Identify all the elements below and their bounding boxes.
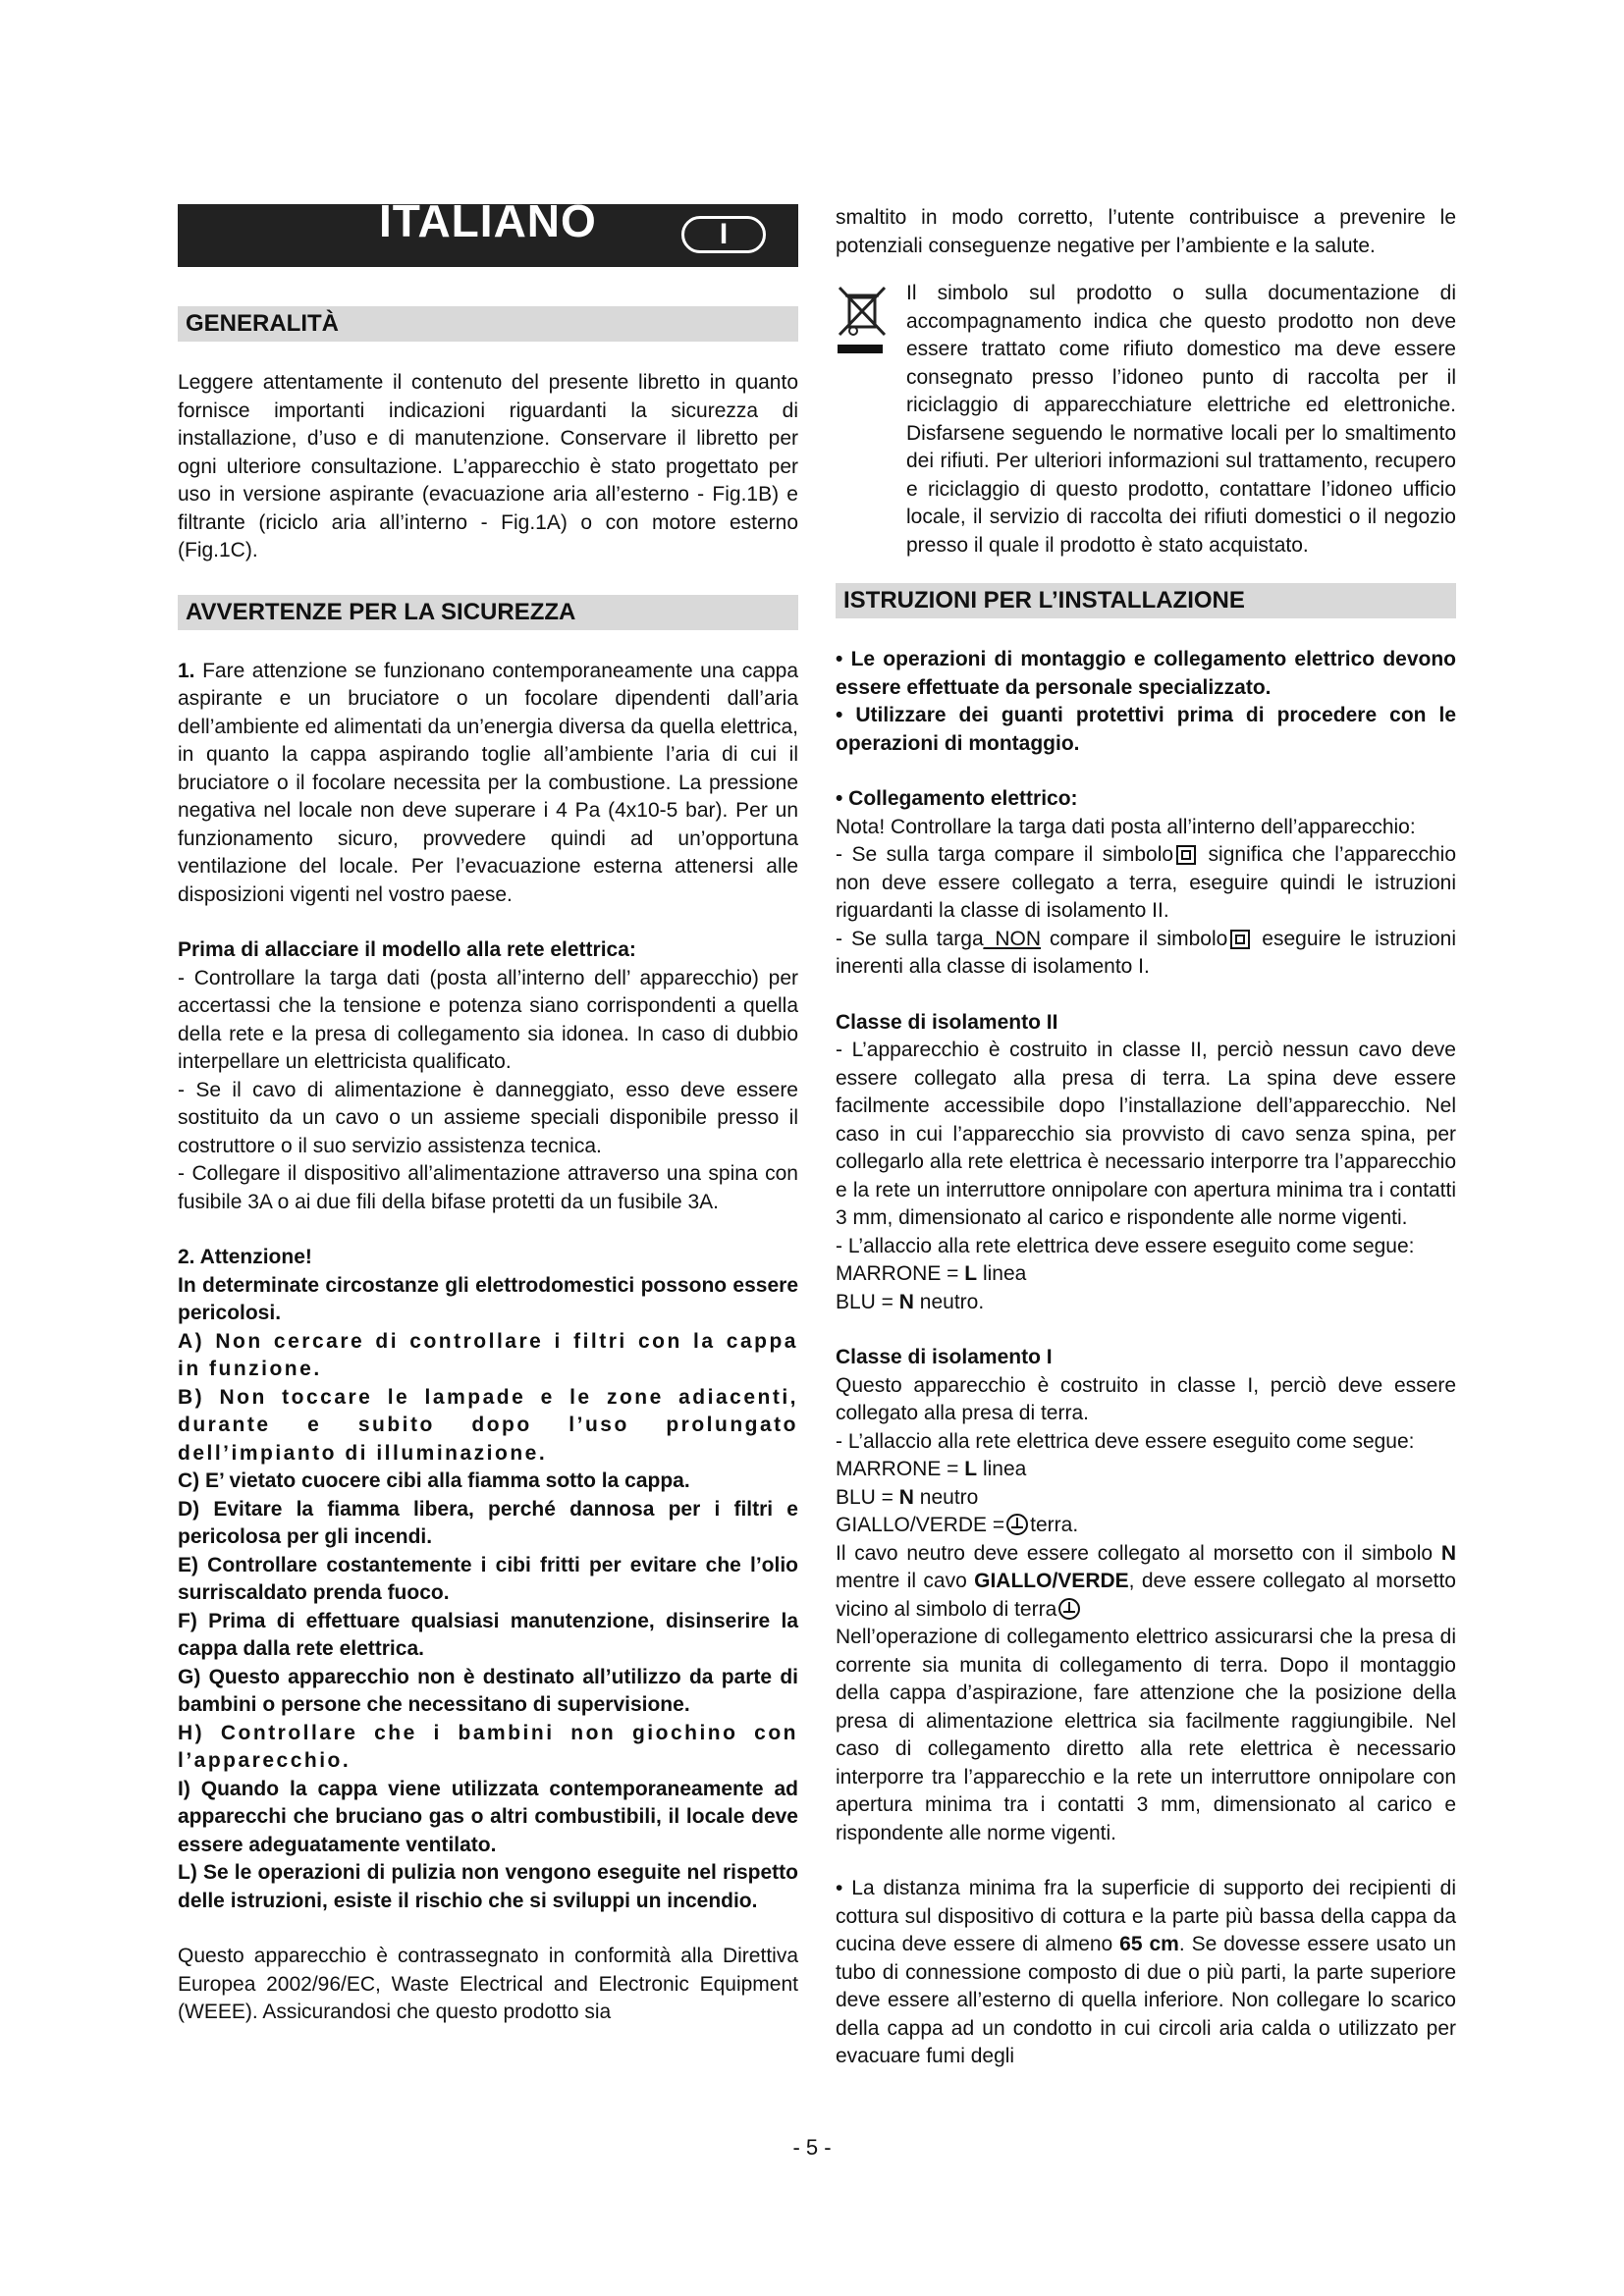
paragraph-text: Fare attenzione se funzionano contemporaneamente una cappa aspirante e un bruciatore o un focolare dipendenti dall’aria dell’ambiente ed alimentati da un’energia diversa da quella elettrica, in quanto la cappa aspirando toglie all’ambiente l’aria di cui il bruciatore o il focolare necessita per la combustione. La pressione negativa nel locale non deve superare i 4 Pa (4x10-5 bar). Per un funzionamento sicuro, provvedere quindi ad un’opportuna ventilazione del locale. Per l’evacuazione esterna attenersi alle disposizioni vigenti nel vostro paese. bbox=[178, 659, 798, 906]
wire-letter: N bbox=[898, 1485, 914, 1509]
text-span: mentre il cavo bbox=[836, 1570, 975, 1592]
text-span: - Se sulla targa compare il simbolo bbox=[836, 843, 1174, 866]
attenzione-item-i: I) Quando la cappa viene utilizzata contemporaneamente ad apparecchi che bruciano gas o altri combustibili, il locale deve essere adeguatamente ventilato. bbox=[178, 1777, 798, 1856]
classe2-heading: Classe di isolamento II bbox=[836, 1010, 1058, 1034]
text-span: linea bbox=[977, 1262, 1027, 1285]
distanza-paragraph bbox=[836, 1875, 1456, 2071]
classe2-paragraph: - L’apparecchio è costruito in classe II, perciò nessun cavo deve essere collegato alla presa di terra. La spina deve essere facilmente accessibile dopo l’installazione dell’apparecchio. Nel caso in cui l’apparecchio sia provvisto di cavo senza spina, per collegarlo alla rete elettrica è necessario interporre tra l’apparecchio e la rete un interruttore onnipolare con apertura minima tra i contatti 3 mm, dimensionato al carico e rispondente alle norme vigenti. bbox=[836, 1039, 1456, 1229]
crossed-bin-icon bbox=[836, 284, 891, 356]
left-column bbox=[178, 195, 798, 2027]
classe1-paragraph: Questo apparecchio è costruito in classe I, perciò deve essere collegato alla presa di terra. bbox=[836, 1373, 1456, 1424]
text-span: BLU = bbox=[836, 1290, 899, 1313]
attenzione-item-h: H) Controllare che i bambini non giochino con l’apparecchio. bbox=[178, 1721, 798, 1772]
attenzione-item-l: L) Se le operazioni di pulizia non vengono eseguite nel rispetto delle istruzioni, esiste il rischio che si sviluppi un incendio. bbox=[178, 1861, 798, 1912]
avvertenze-paragraph-1 bbox=[178, 658, 798, 910]
section-heading-avvertenze: AVVERTENZE PER LA SICUREZZA bbox=[178, 595, 798, 630]
non-emphasis: _NON bbox=[983, 927, 1042, 950]
wire-letter: L bbox=[964, 1458, 978, 1480]
weee-paragraph: Questo apparecchio è contrassegnato in conformità alla Direttiva Europea 2002/96/EC, Waste Electrical and Electronic Equipment (WEEE). Assicurandosi che questo prodotto sia bbox=[178, 1945, 798, 2023]
text-span: compare il simbolo bbox=[1041, 927, 1228, 950]
banner-title: ITALIANO bbox=[379, 195, 597, 246]
collegamento-terra-paragraph: Nell’operazione di collegamento elettrico assicurarsi che la presa di corrente sia munita di collegamento di terra. Dopo il montaggio della cappa d’aspirazione, fare attenzione che la posizione della presa di alimentazione elettrica sia facilmente raggiungibile. Nel caso di collegamento diretto alla rete elettrica è necessario interporre tra l’apparecchio e la rete un interruttore onnipolare con apertura minima tra i contatti 3 mm, dimensionato al carico e rispondente alle norme vigenti. bbox=[836, 1626, 1456, 1844]
language-badge: I bbox=[681, 216, 766, 253]
text-span: Il cavo neutro deve essere collegato al morsetto con il simbolo bbox=[836, 1541, 1441, 1565]
prima-item-2: - Se il cavo di alimentazione è danneggiato, esso deve essere sostituito da un cavo o un assieme speciali disponibile presso il costruttore o il suo servizio assistenza tecnica. bbox=[178, 1078, 798, 1157]
attenzione-item-f: F) Prima di effettuare qualsiasi manutenzione, disinserire la cappa dalla rete elettrica. bbox=[178, 1609, 798, 1660]
weee-continuation: smaltito in modo corretto, l’utente contribuisce a prevenire le potenziali conseguenze negative per l’ambiente e la salute. bbox=[836, 206, 1456, 257]
text-span: BLU = bbox=[836, 1485, 899, 1509]
prima-heading: Prima di allacciare il modello alla rete elettrica: bbox=[178, 938, 636, 961]
wire-color: GIALLO/VERDE bbox=[974, 1570, 1129, 1592]
install-bullet-1: • Le operazioni di montaggio e collegamento elettrico devono essere effettuate da personale specializzato. bbox=[836, 648, 1456, 699]
text-span: significa che l’apparecchio non deve essere collegato a terra, eseguire quindi le istruzioni riguardanti la classe di isolamento II. bbox=[836, 843, 1456, 922]
classe2-blu bbox=[836, 1289, 1456, 1317]
right-column bbox=[836, 204, 1456, 2071]
classe2-allaccio: - L’allaccio alla rete elettrica deve essere eseguito come segue: bbox=[836, 1234, 1415, 1257]
classe1-giallo-verde bbox=[836, 1512, 1456, 1540]
attenzione-item-b: B) Non toccare le lampade e le zone adiacenti, durante e subito dopo l’uso prolungato dell’impianto di illuminazione. bbox=[178, 1385, 798, 1465]
wire-letter: L bbox=[964, 1262, 978, 1285]
text-span: , deve essere collegato al morsetto vicino al simbolo di terra bbox=[836, 1570, 1456, 1621]
attenzione-heading: 2. Attenzione! bbox=[178, 1246, 312, 1268]
text-span: eseguire le istruzioni inerenti alla classe di isolamento I. bbox=[836, 927, 1456, 978]
double-insulation-icon bbox=[1230, 930, 1250, 949]
distance-value: 65 cm bbox=[1119, 1933, 1179, 1955]
attenzione-intro: In determinate circostanze gli elettrodomestici possono essere pericolosi. bbox=[178, 1273, 798, 1324]
text-span: neutro. bbox=[913, 1290, 985, 1313]
text-span: MARRONE = bbox=[836, 1262, 965, 1285]
attenzione-item-d: D) Evitare la fiamma libera, perché dannosa per i filtri e pericolosa per gli incendi. bbox=[178, 1497, 798, 1548]
language-banner bbox=[178, 195, 798, 267]
text-span: neutro bbox=[913, 1485, 979, 1509]
earth-ground-icon bbox=[1058, 1598, 1080, 1620]
text-span: MARRONE = bbox=[836, 1458, 965, 1480]
double-insulation-icon bbox=[1176, 845, 1196, 865]
attenzione-item-c: C) E’ vietato cuocere cibi alla fiamma sotto la cappa. bbox=[178, 1469, 690, 1492]
cavo-neutro-paragraph bbox=[836, 1540, 1456, 1625]
page-number: - 5 - bbox=[792, 2135, 832, 2160]
wire-letter: N bbox=[1440, 1541, 1456, 1565]
weee-symbol-block bbox=[836, 280, 1456, 560]
attenzione-item-a: A) Non cercare di controllare i filtri con la cappa in funzione. bbox=[178, 1329, 798, 1380]
text-span: linea bbox=[977, 1458, 1027, 1480]
prima-item-1: - Controllare la targa dati (posta all’interno dell’ apparecchio) per accertassi che la tensione e potenza siano corrispondenti a quella della rete e la presa di collegamento sia idonea. In caso di dubbio interpellare un elettricista qualificato. bbox=[178, 966, 798, 1073]
collegamento-item-1 bbox=[836, 841, 1456, 926]
collegamento-heading: • Collegamento elettrico: bbox=[836, 787, 1078, 810]
classe1-allaccio: - L’allaccio alla rete elettrica deve essere eseguito come segue: bbox=[836, 1429, 1415, 1453]
collegamento-note: Nota! Controllare la targa dati posta all’interno dell’apparecchio: bbox=[836, 815, 1416, 838]
collegamento-item-2 bbox=[836, 926, 1456, 982]
classe1-blu bbox=[836, 1484, 1456, 1513]
install-bullet-2: • Utilizzare dei guanti protettivi prima di procedere con le operazioni di montaggio. bbox=[836, 704, 1456, 755]
text-span: terra. bbox=[1030, 1514, 1079, 1536]
attenzione-item-g: G) Questo apparecchio non è destinato all’utilizzo da parte di bambini o persone che necessitano di supervisione. bbox=[178, 1665, 798, 1716]
generalita-paragraph: Leggere attentamente il contenuto del presente libretto in quanto fornisce importanti indicazioni riguardanti la sicurezza di installazione, d’uso e di manutenzione. Conservare il libretto per ogni ulteriore consultazione. L’apparecchio è stato progettato per uso in versione aspirante (evacuazione aria all’esterno - Fig.1B) e filtrante (riciclo aria all’interno - Fig.1A) o con motore esterno (Fig.1C). bbox=[178, 371, 798, 561]
wire-letter: N bbox=[898, 1290, 914, 1313]
section-heading-istruzioni: ISTRUZIONI PER L’INSTALLAZIONE bbox=[836, 583, 1456, 618]
classe1-heading: Classe di isolamento I bbox=[836, 1346, 1053, 1368]
item-number: 1. bbox=[178, 659, 195, 682]
text-span: . Se dovesse essere usato un tubo di connessione composto di due o più parti, la parte superiore deve essere all’esterno di quella inferiore. Non collegare lo scarico della cappa ad un condotto in cui circoli aria calda o utilizzato per evacuare fumi degli bbox=[836, 1933, 1457, 2067]
classe1-marrone bbox=[836, 1456, 1456, 1484]
weee-symbol-paragraph: Il simbolo sul prodotto o sulla documentazione di accompagnamento indica che questo prodotto non deve essere trattato come rifiuto domestico ma deve essere consegnato presso l’idoneo punto di raccolta per il riciclaggio di apparecchiature elettriche ed elettroniche. Disfarsene seguendo le normative locali per lo smaltimento dei rifiuti. Per ulteriori informazioni sul trattamento, recupero e riciclaggio di questo prodotto, contattare l’idoneo ufficio locale, il servizio di raccolta dei rifiuti domestici o il negozio presso il quale il prodotto è stato acquistato. bbox=[906, 282, 1456, 557]
section-heading-generalita: GENERALITÀ bbox=[178, 306, 798, 342]
text-span: • La distanza minima fra la superficie di supporto dei recipienti di cottura sul dispositivo di cottura e la parte più bassa della cappa da cucina deve essere di almeno bbox=[836, 1877, 1456, 1955]
attenzione-item-e: E) Controllare costantemente i cibi fritti per evitare che l’olio surriscaldato prenda fuoco. bbox=[178, 1553, 798, 1604]
earth-ground-icon bbox=[1006, 1514, 1028, 1535]
prima-item-3: - Collegare il dispositivo all’alimentazione attraverso una spina con fusibile 3A o ai due fili della bifase protetti da un fusibile 3A. bbox=[178, 1162, 798, 1213]
text-span: - Se sulla targa bbox=[836, 927, 984, 950]
text-span: GIALLO/VERDE = bbox=[836, 1514, 1005, 1536]
classe2-marrone bbox=[836, 1260, 1456, 1289]
